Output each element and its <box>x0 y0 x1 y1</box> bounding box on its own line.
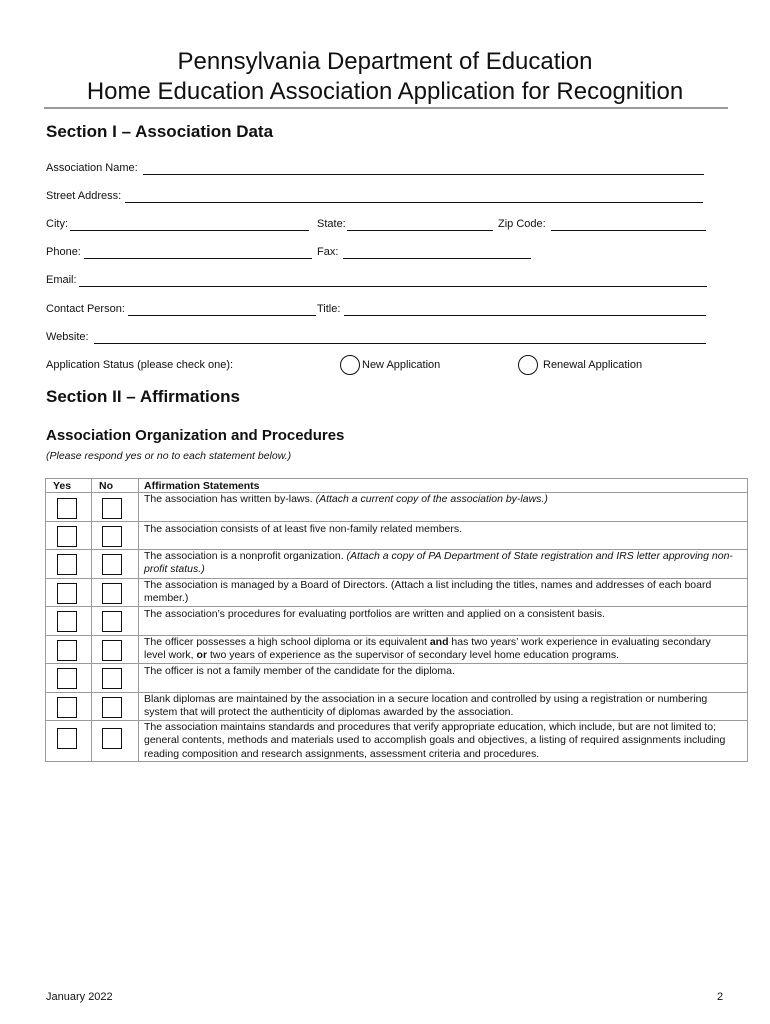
statement-officer-family: The officer is not a family member of the candidate for the diploma. <box>144 665 455 677</box>
email-row <box>46 272 708 290</box>
row-divider <box>46 606 747 607</box>
contact-person-label: Contact Person: <box>46 303 125 315</box>
yes-checkbox[interactable] <box>57 526 77 547</box>
yes-checkbox[interactable] <box>57 697 77 718</box>
instructions-note: (Please respond yes or no to each statement below.) <box>46 450 292 462</box>
city-label: City: <box>46 218 68 230</box>
fax-field[interactable] <box>343 258 531 259</box>
statement-bylaws: The association has written by-laws. (Attach a current copy of the association by-laws.) <box>144 493 548 505</box>
statement-nonprofit: The association is a nonprofit organization. (Attach a copy of PA Department of State registration and IRS letter approving non-profit status.) <box>144 550 733 576</box>
renewal-application-radio[interactable] <box>518 355 538 375</box>
no-checkbox[interactable] <box>102 526 122 547</box>
yes-checkbox[interactable] <box>57 640 77 661</box>
section-1-heading: Section I – Association Data <box>46 122 274 141</box>
yes-column-header: Yes <box>53 480 72 492</box>
no-checkbox[interactable] <box>102 697 122 718</box>
city-field[interactable] <box>70 230 309 231</box>
statements-column-header: Affirmation Statements <box>144 480 260 492</box>
email-label: Email: <box>46 274 77 286</box>
zip-code-label: Zip Code: <box>498 218 546 230</box>
no-checkbox[interactable] <box>102 728 122 749</box>
yes-checkbox[interactable] <box>57 583 77 604</box>
row-divider <box>46 521 747 522</box>
phone-field[interactable] <box>84 258 312 259</box>
city-state-zip-row <box>46 216 708 234</box>
affirmations-table <box>45 478 748 762</box>
email-field[interactable] <box>79 286 707 287</box>
no-checkbox[interactable] <box>102 668 122 689</box>
section-2-heading: Section II – Affirmations <box>46 387 240 406</box>
phone-label: Phone: <box>46 246 81 258</box>
no-checkbox[interactable] <box>102 498 122 519</box>
website-row <box>46 329 708 347</box>
website-label: Website: <box>46 331 89 343</box>
title-field[interactable] <box>344 315 706 316</box>
row-divider <box>46 663 747 664</box>
title-label: Title: <box>317 303 341 315</box>
statement-standards: The association maintains standards and procedures that verify appropriate education, which include, but are not limited to; general contents, methods and materials used to accomplish goals and objectives, a listing of required assignments including reading composition and research assignments, assessment criteria and procedures. <box>144 721 726 760</box>
association-name-field[interactable] <box>143 174 704 175</box>
street-address-label: Street Address: <box>46 190 122 202</box>
form-title-line1: Pennsylvania Department of Education <box>177 48 593 75</box>
phone-fax-row <box>46 244 708 262</box>
organization-procedures-heading: Association Organization and Procedures <box>46 427 345 444</box>
yes-checkbox[interactable] <box>57 668 77 689</box>
state-field[interactable] <box>347 230 493 231</box>
no-checkbox[interactable] <box>102 583 122 604</box>
contact-title-row <box>46 301 708 319</box>
no-checkbox[interactable] <box>102 554 122 575</box>
fax-label: Fax: <box>317 246 339 258</box>
association-name-row <box>46 160 708 178</box>
statement-members: The association consists of at least five non-family related members. <box>144 523 463 535</box>
statement-board: The association is managed by a Board of Directors. (Attach a list including the titles, names and addresses of each board member.) <box>144 579 712 605</box>
footer-date: January 2022 <box>46 991 113 1003</box>
application-status-label: Application Status (please check one): <box>46 359 234 371</box>
statement-blank-diplomas: Blank diplomas are maintained by the association in a secure location and controlled by using a registration or numbering system that will protect the authenticity of diplomas awarded by the association. <box>144 693 708 719</box>
association-name-label: Association Name: <box>46 162 138 174</box>
statement-officer-qualifications: The officer possesses a high school diploma or its equivalent and has two years’ work experience in evaluating secondary level work, or two years of experience as the supervisor of secondary level home education programs. <box>144 636 711 662</box>
new-application-label: New Application <box>362 359 441 371</box>
statement-portfolios: The association’s procedures for evaluating portfolios are written and applied on a consistent basis. <box>144 608 605 620</box>
page-number: 2 <box>717 991 724 1003</box>
renewal-application-label: Renewal Application <box>543 359 643 371</box>
yes-checkbox[interactable] <box>57 728 77 749</box>
no-column-header: No <box>99 480 113 492</box>
new-application-radio[interactable] <box>340 355 360 375</box>
street-address-field[interactable] <box>125 202 703 203</box>
zip-code-field[interactable] <box>551 230 706 231</box>
no-checkbox[interactable] <box>102 640 122 661</box>
yes-checkbox[interactable] <box>57 498 77 519</box>
yes-checkbox[interactable] <box>57 611 77 632</box>
form-title-line2: Home Education Association Application for Recognition <box>86 78 684 105</box>
yes-checkbox[interactable] <box>57 554 77 575</box>
title-divider <box>44 107 728 109</box>
website-field[interactable] <box>94 343 706 344</box>
state-label: State: <box>317 218 346 230</box>
no-checkbox[interactable] <box>102 611 122 632</box>
contact-person-field[interactable] <box>128 315 316 316</box>
street-address-row <box>46 188 708 206</box>
